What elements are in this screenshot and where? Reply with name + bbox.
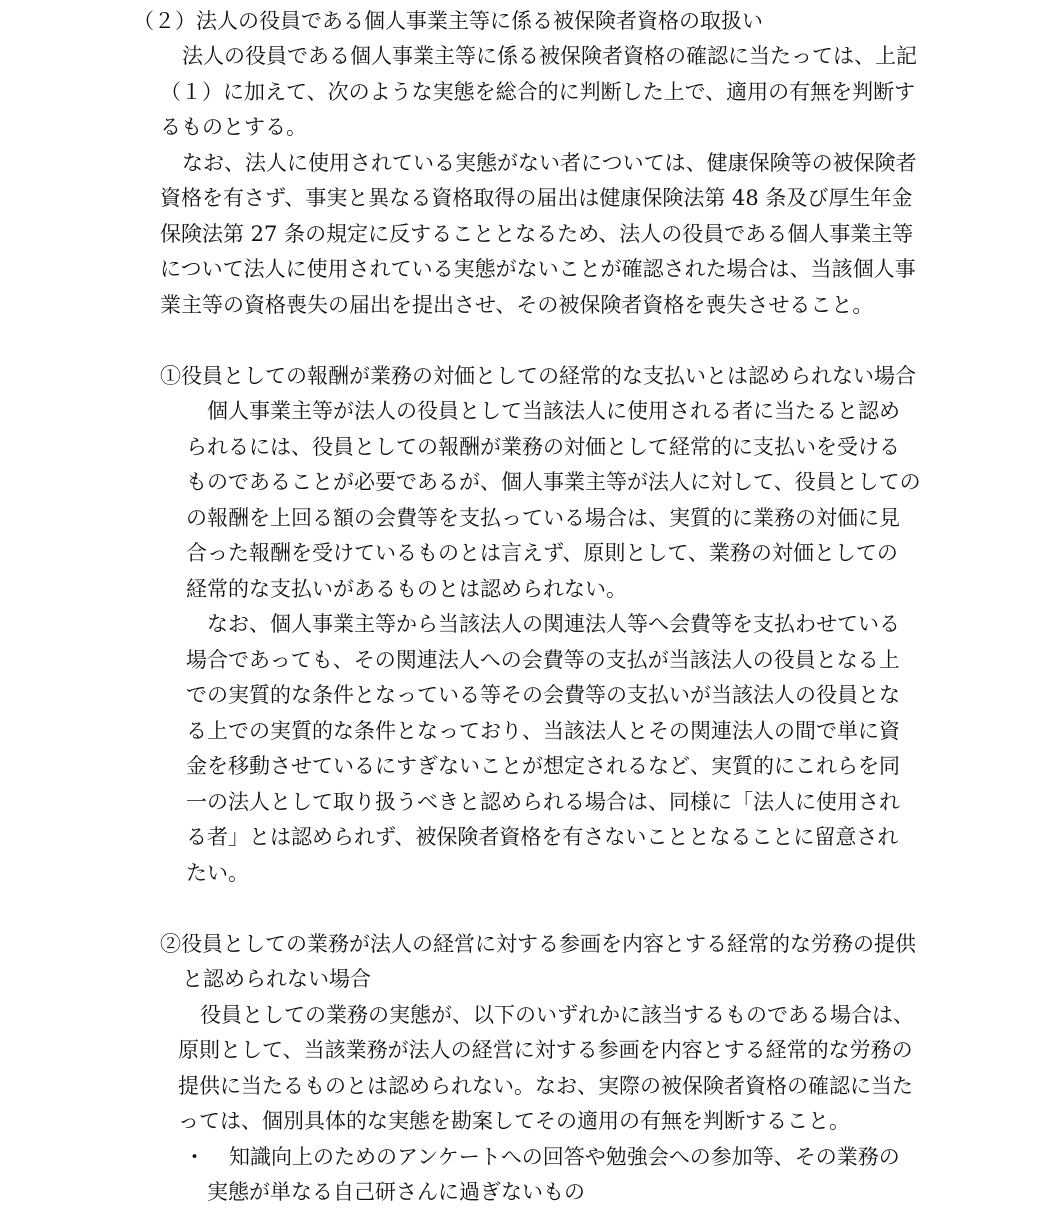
item1-para-line: の報酬を上回る額の会費等を支払っている場合は、実質的に業務の対価に見 bbox=[186, 506, 900, 530]
section-heading: （２）法人の役員である個人事業主等に係る被保険者資格の取扱い bbox=[133, 9, 763, 33]
item2-para-line: 原則として、当該業務が法人の経営に対する参画を内容とする経常的な労務の bbox=[178, 1038, 913, 1062]
intro-line: （１）に加えて、次のような実態を総合的に判断した上で、適用の有無を判断す bbox=[160, 80, 916, 104]
note-line: 業主等の資格喪失の届出を提出させ、その被保険者資格を喪失させること。 bbox=[160, 293, 874, 317]
note-line: 資格を有さず、事実と異なる資格取得の届出は健康保険法第 48 条及び厚生年金 bbox=[160, 186, 913, 210]
item1-title: ①役員としての報酬が業務の対価としての経常的な支払いとは認められない場合 bbox=[160, 364, 916, 388]
item1-note-line: 一の法人として取り扱うべきと認められる場合は、同様に「法人に使用され bbox=[186, 790, 900, 814]
bullet-mark: ・ bbox=[184, 1145, 205, 1169]
item2-para-line: っては、個別具体的な実態を勘案してその適用の有無を判断すること。 bbox=[178, 1109, 850, 1133]
item1-para-line: られるには、役員としての報酬が業務の対価として経常的に支払いを受ける bbox=[186, 435, 900, 459]
note-line: について法人に使用されている実態がないことが確認された場合は、当該個人事 bbox=[160, 257, 916, 281]
item1-note-line: る者」とは認められず、被保険者資格を有さないこととなることに留意され bbox=[186, 825, 899, 849]
item1-para-line: 経常的な支払いがあるものとは認められない。 bbox=[186, 577, 627, 601]
item1-para-line: ものであることが必要であるが、個人事業主等が法人に対して、役員としての bbox=[186, 470, 921, 494]
item1-note-line: 場合であっても、その関連法人への会費等の支払が当該法人の役員となる上 bbox=[186, 648, 900, 672]
item2-para-line: 役員としての業務の実態が、以下のいずれかに該当するものである場合は、 bbox=[200, 1003, 914, 1027]
intro-line: 法人の役員である個人事業主等に係る被保険者資格の確認に当たっては、上記 bbox=[182, 44, 917, 68]
item1-note-line: なお、個人事業主等から当該法人の関連法人等へ会費等を支払わせている bbox=[207, 612, 900, 636]
item1-note-line: たい。 bbox=[186, 861, 249, 885]
item2-para-line: 提供に当たるものとは認められない。なお、実際の被保険者資格の確認に当た bbox=[178, 1074, 913, 1098]
note-line: 保険法第 27 条の規定に反することとなるため、法人の役員である個人事業主等 bbox=[160, 222, 914, 246]
bullet-line: 知識向上のためのアンケートへの回答や勉強会への参加等、その業務の bbox=[229, 1145, 900, 1169]
item1-note-line: での実質的な条件となっている等その会費等の支払いが当該法人の役員とな bbox=[186, 683, 900, 707]
item1-para-line: 個人事業主等が法人の役員として当該法人に使用される者に当たると認め bbox=[207, 399, 900, 423]
note-line: なお、法人に使用されている実態がない者については、健康保険等の被保険者 bbox=[182, 151, 917, 175]
item2-title-line: と認められない場合 bbox=[182, 967, 371, 991]
item2-title-line: ②役員としての業務が法人の経営に対する参画を内容とする経常的な労務の提供 bbox=[160, 932, 916, 956]
intro-line: るものとする。 bbox=[160, 115, 307, 139]
item1-para-line: 合った報酬を受けているものとは言えず、原則として、業務の対価としての bbox=[186, 541, 898, 565]
item1-note-line: る上での実質的な条件となっており、当該法人とその関連法人の間で単に資 bbox=[186, 719, 900, 743]
item1-note-line: 金を移動させているにすぎないことが想定されるなど、実質的にこれらを同 bbox=[186, 754, 900, 778]
bullet-line: 実態が単なる自己研さんに過ぎないもの bbox=[207, 1180, 585, 1204]
